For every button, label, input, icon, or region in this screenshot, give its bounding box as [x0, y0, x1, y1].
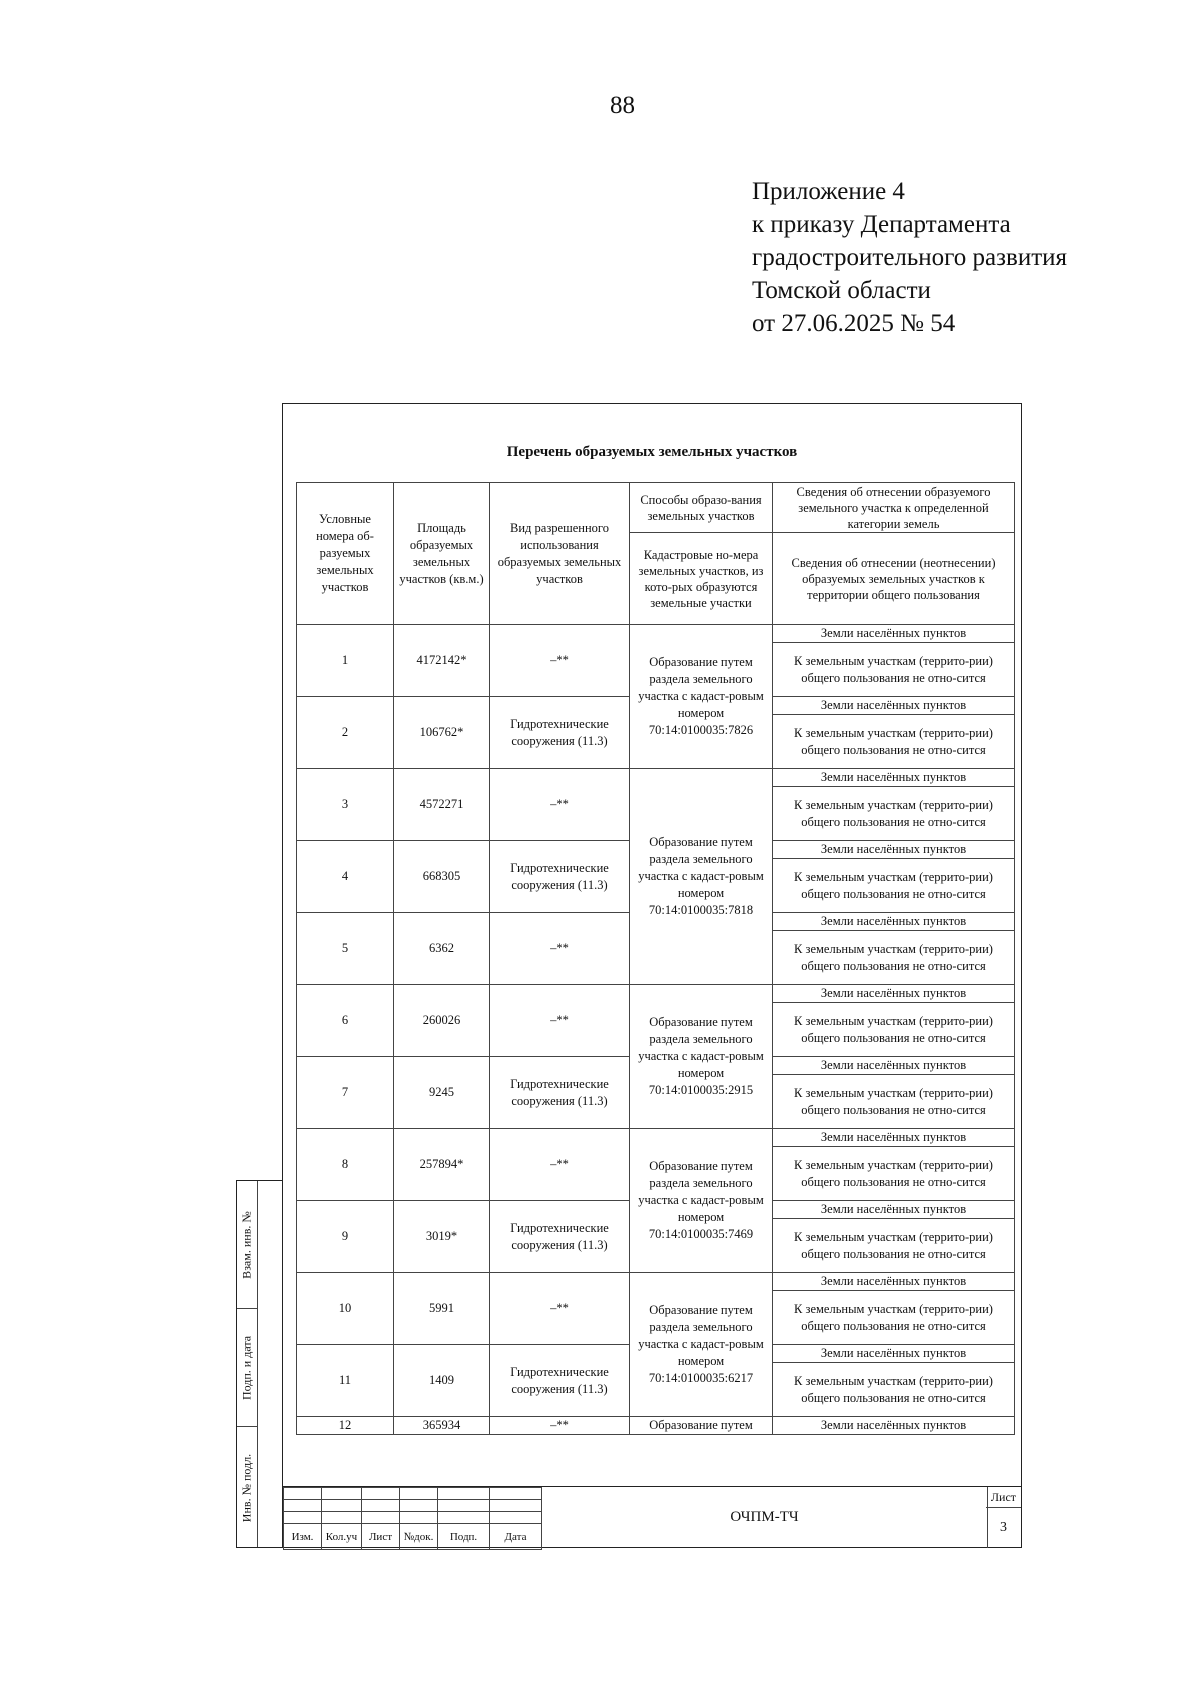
stamp-blank-column — [257, 1181, 284, 1547]
header-cell-num: Условные номера об-разуемых земельных участков — [297, 483, 394, 625]
appendix-line: градостроительного развития — [752, 244, 1068, 271]
header-cell-cadastral: Кадастровые но-мера земельных участков, из кото-рых образуются земельные участки — [630, 533, 773, 625]
cell-public: К земельным участкам (террито-рии) общего пользования не отно-сится — [773, 1291, 1015, 1345]
cell-category: Земли населённых пунктов — [773, 841, 1015, 859]
cell-area: 260026 — [394, 985, 490, 1057]
cell-public: К земельным участкам (террито-рии) общего пользования не отно-сится — [773, 1363, 1015, 1417]
stamp-label: Взам. инв. № — [239, 1210, 254, 1279]
cell-num: 6 — [297, 985, 394, 1057]
table-row — [297, 1129, 1015, 1147]
cell-use: Гидротехнические сооружения (11.3) — [490, 697, 630, 769]
cell-num: 4 — [297, 841, 394, 913]
land-plots-table — [296, 482, 1015, 1435]
cell-area: 4172142* — [394, 625, 490, 697]
cell-method: Образование путем раздела земельного участка с кадаст-ровым номером 70:14:0100035:7469 — [630, 1129, 773, 1273]
cell-num: 12 — [297, 1417, 394, 1435]
cell-num: 10 — [297, 1273, 394, 1345]
tb-list: Лист — [362, 1524, 400, 1550]
cell-use: –** — [490, 1273, 630, 1345]
appendix-header — [752, 175, 1067, 340]
cell-public: К земельным участкам (террито-рии) общего пользования не отно-сится — [773, 1075, 1015, 1129]
stamp-replaced-inv — [237, 1181, 257, 1309]
sheet-number: 3 — [1000, 1520, 1007, 1535]
cell-num: 9 — [297, 1201, 394, 1273]
appendix-line: к приказу Департамента — [752, 211, 1011, 238]
cell-category: Земли населённых пунктов — [773, 985, 1015, 1003]
cell-area: 9245 — [394, 1057, 490, 1129]
cell-num: 1 — [297, 625, 394, 697]
header-cell-method: Способы образо-вания земельных участков — [630, 483, 773, 533]
cell-public: К земельным участкам (террито-рии) общего пользования не отно-сится — [773, 643, 1015, 697]
cell-area: 106762* — [394, 697, 490, 769]
stamp-signature-date — [237, 1309, 257, 1427]
tb-data: Дата — [490, 1524, 542, 1550]
cell-category: Земли населённых пунктов — [773, 1417, 1015, 1435]
cell-public: К земельным участкам (террито-рии) общего пользования не отно-сится — [773, 931, 1015, 985]
sheet-label: Лист — [986, 1487, 1021, 1508]
drawing-sheet — [282, 403, 1022, 1548]
cell-use: Гидротехнические сооружения (11.3) — [490, 1345, 630, 1417]
cell-num: 3 — [297, 769, 394, 841]
cell-public: К земельным участкам (террито-рии) общего пользования не отно-сится — [773, 715, 1015, 769]
cell-num: 7 — [297, 1057, 394, 1129]
cell-category: Земли населённых пунктов — [773, 625, 1015, 643]
cell-method: Образование путем раздела земельного участка с кадаст-ровым номером 70:14:0100035:7818 — [630, 769, 773, 985]
cell-use: –** — [490, 913, 630, 985]
cell-area: 5991 — [394, 1273, 490, 1345]
stamp-original-inv — [237, 1427, 257, 1549]
table-row — [297, 985, 1015, 1003]
appendix-line: Приложение 4 — [752, 178, 905, 205]
cell-area: 257894* — [394, 1129, 490, 1201]
cell-use: Гидротехнические сооружения (11.3) — [490, 1201, 630, 1273]
cell-use: –** — [490, 1129, 630, 1201]
table-row — [297, 1273, 1015, 1291]
revision-grid — [283, 1487, 542, 1550]
cell-area: 365934 — [394, 1417, 490, 1435]
cell-category: Земли населённых пунктов — [773, 1201, 1015, 1219]
header-cell-use: Вид разрешенного использования образуемых земельных участков — [490, 483, 630, 625]
cell-public: К земельным участкам (террито-рии) общего пользования не отно-сится — [773, 859, 1015, 913]
table-row — [297, 1417, 1015, 1435]
cell-area: 3019* — [394, 1201, 490, 1273]
cell-method: Образование путем раздела земельного участка с кадаст-ровым номером 70:14:0100035:2915 — [630, 985, 773, 1129]
appendix-line: Томской области — [752, 277, 931, 304]
cell-use: –** — [490, 625, 630, 697]
header-cell-area: Площадь образуемых земельных участков (кв.м.) — [394, 483, 490, 625]
table-row — [297, 625, 1015, 643]
cell-use: –** — [490, 985, 630, 1057]
cell-use: –** — [490, 769, 630, 841]
tb-ndok: №док. — [400, 1524, 438, 1550]
title-block — [283, 1486, 1021, 1548]
cell-area: 4572271 — [394, 769, 490, 841]
cell-area: 668305 — [394, 841, 490, 913]
cell-method: Образование путем раздела земельного участка с кадаст-ровым номером 70:14:0100035:6217 — [630, 1273, 773, 1417]
cell-public: К земельным участкам (террито-рии) общего пользования не отно-сится — [773, 1003, 1015, 1057]
cell-public: К земельным участкам (террито-рии) общего пользования не отно-сится — [773, 787, 1015, 841]
page-number: 88 — [610, 92, 635, 119]
cell-category: Земли населённых пунктов — [773, 1345, 1015, 1363]
tb-izm: Изм. — [284, 1524, 322, 1550]
cell-category: Земли населённых пунктов — [773, 769, 1015, 787]
cell-area: 1409 — [394, 1345, 490, 1417]
stamp-label: Подп. и дата — [239, 1335, 254, 1400]
table-row — [297, 769, 1015, 787]
cell-category: Земли населённых пунктов — [773, 697, 1015, 715]
cell-method: Образование путем раздела земельного участка с кадаст-ровым номером 70:14:0100035:7826 — [630, 625, 773, 769]
table-header-row — [297, 483, 1015, 533]
cell-use: Гидротехнические сооружения (11.3) — [490, 1057, 630, 1129]
table-title: Перечень образуемых земельных участков — [506, 444, 798, 460]
appendix-line: от 27.06.2025 № 54 — [752, 310, 956, 337]
document-code: ОЧПМ-ТЧ — [541, 1487, 988, 1548]
cell-public: К земельным участкам (террито-рии) общего пользования не отно-сится — [773, 1147, 1015, 1201]
tb-podp: Подп. — [438, 1524, 490, 1550]
cell-public: К земельным участкам (террито-рии) общего пользования не отно-сится — [773, 1219, 1015, 1273]
cell-use: Гидротехнические сооружения (11.3) — [490, 841, 630, 913]
side-stamp — [236, 1180, 282, 1548]
cell-category: Земли населённых пунктов — [773, 1057, 1015, 1075]
cell-num: 5 — [297, 913, 394, 985]
cell-num: 2 — [297, 697, 394, 769]
cell-category: Земли населённых пунктов — [773, 1273, 1015, 1291]
cell-category: Земли населённых пунктов — [773, 1129, 1015, 1147]
tb-koluch: Кол.уч — [322, 1524, 362, 1550]
cell-num: 11 — [297, 1345, 394, 1417]
header-cell-category: Сведения об отнесении образуемого земельного участка к определенной категории земель — [773, 483, 1015, 533]
cell-num: 8 — [297, 1129, 394, 1201]
header-cell-public: Сведения об отнесении (неотнесении) образуемых земельных участков к территории общего пользования — [773, 533, 1015, 625]
cell-area: 6362 — [394, 913, 490, 985]
cell-category: Земли населённых пунктов — [773, 913, 1015, 931]
cell-use: –** — [490, 1417, 630, 1435]
cell-method: Образование путем — [630, 1417, 773, 1435]
stamp-label: Инв. № подл. — [239, 1453, 254, 1523]
